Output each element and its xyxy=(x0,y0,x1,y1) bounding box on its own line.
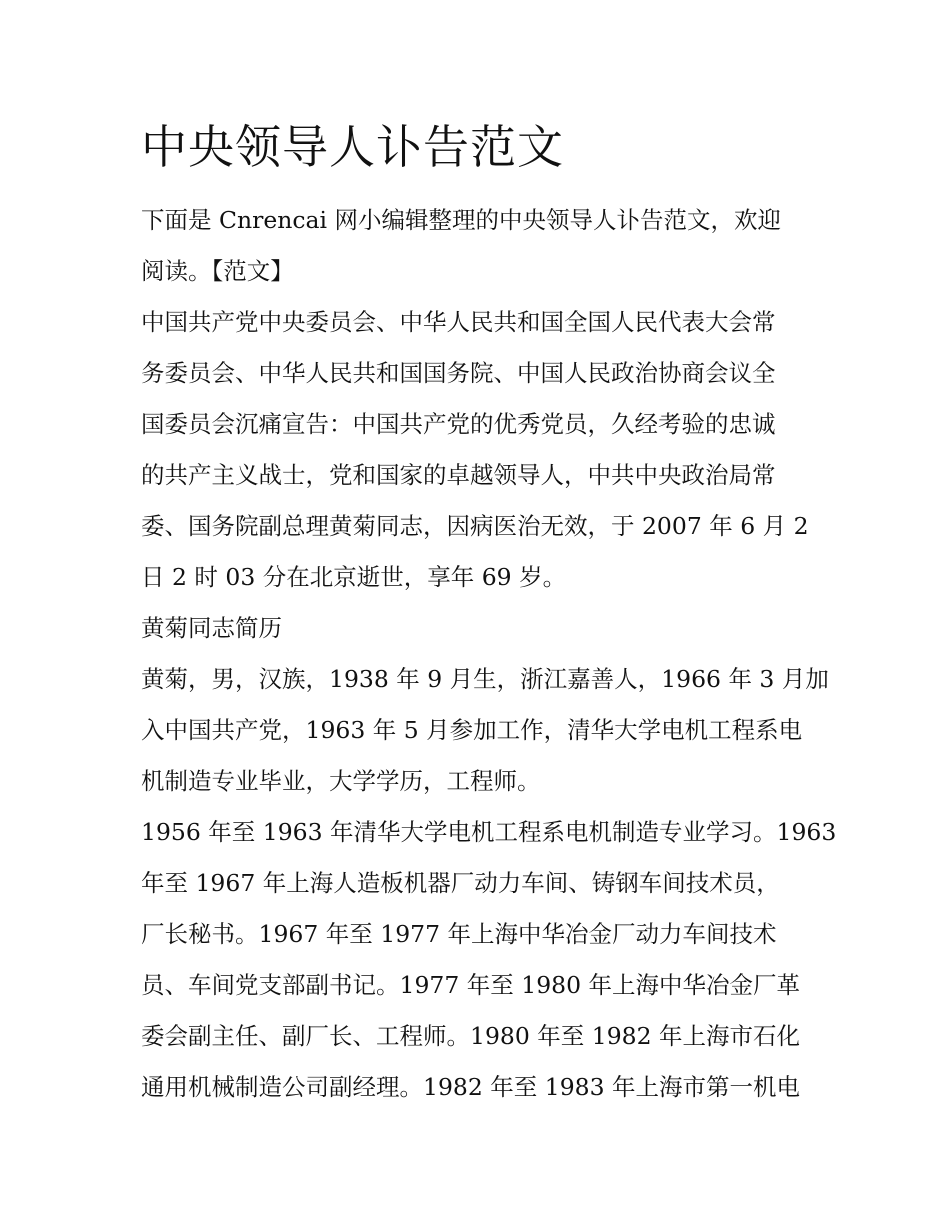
text-line-career-1: 1956 年至 1963 年清华大学电机工程系电机制造专业学习。1963 xyxy=(141,818,837,846)
text-line-bio-2: 入中国共产党，1963 年 5 月参加工作，清华大学电机工程系电 xyxy=(141,716,803,744)
section-heading-biography: 黄菊同志简历 xyxy=(141,614,282,642)
text-line-career-4: 员、车间党支部副书记。1977 年至 1980 年上海中华冶金厂革 xyxy=(141,971,801,999)
text-line-career-3: 厂长秘书。1967 年至 1977 年上海中华冶金厂动力车间技术 xyxy=(141,920,777,948)
text-line-announcement-2: 务委员会、中华人民共和国国务院、中国人民政治协商会议全 xyxy=(141,359,776,387)
text-line-announcement-3: 国委员会沉痛宣告：中国共产党的优秀党员，久经考验的忠诚 xyxy=(141,410,776,438)
text-line-announcement-5: 委、国务院副总理黄菊同志，因病医治无效，于 2007 年 6 月 2 xyxy=(141,512,809,540)
text-line-career-5: 委会副主任、副厂长、工程师。1980 年至 1982 年上海市石化 xyxy=(141,1022,801,1050)
text-line-bio-1: 黄菊，男，汉族，1938 年 9 月生，浙江嘉善人，1966 年 3 月加 xyxy=(141,665,829,693)
text-line-career-2: 年至 1967 年上海人造板机器厂动力车间、铸钢车间技术员， xyxy=(141,869,780,897)
text-line-intro-1: 下面是 Cnrencai 网小编辑整理的中央领导人讣告范文，欢迎 xyxy=(141,206,782,234)
text-line-intro-2: 阅读。【范文】 xyxy=(141,257,294,285)
text-line-bio-3: 机制造专业毕业，大学学历，工程师。 xyxy=(141,767,541,795)
text-line-announcement-1: 中国共产党中央委员会、中华人民共和国全国人民代表大会常 xyxy=(141,308,776,336)
text-line-career-6: 通用机械制造公司副经理。1982 年至 1983 年上海市第一机电 xyxy=(141,1073,801,1101)
text-line-announcement-4: 的共产主义战士，党和国家的卓越领导人，中共中央政治局常 xyxy=(141,461,776,489)
document-title: 中央领导人讣告范文 xyxy=(141,120,564,174)
text-line-announcement-6: 日 2 时 03 分在北京逝世，享年 69 岁。 xyxy=(141,563,567,591)
